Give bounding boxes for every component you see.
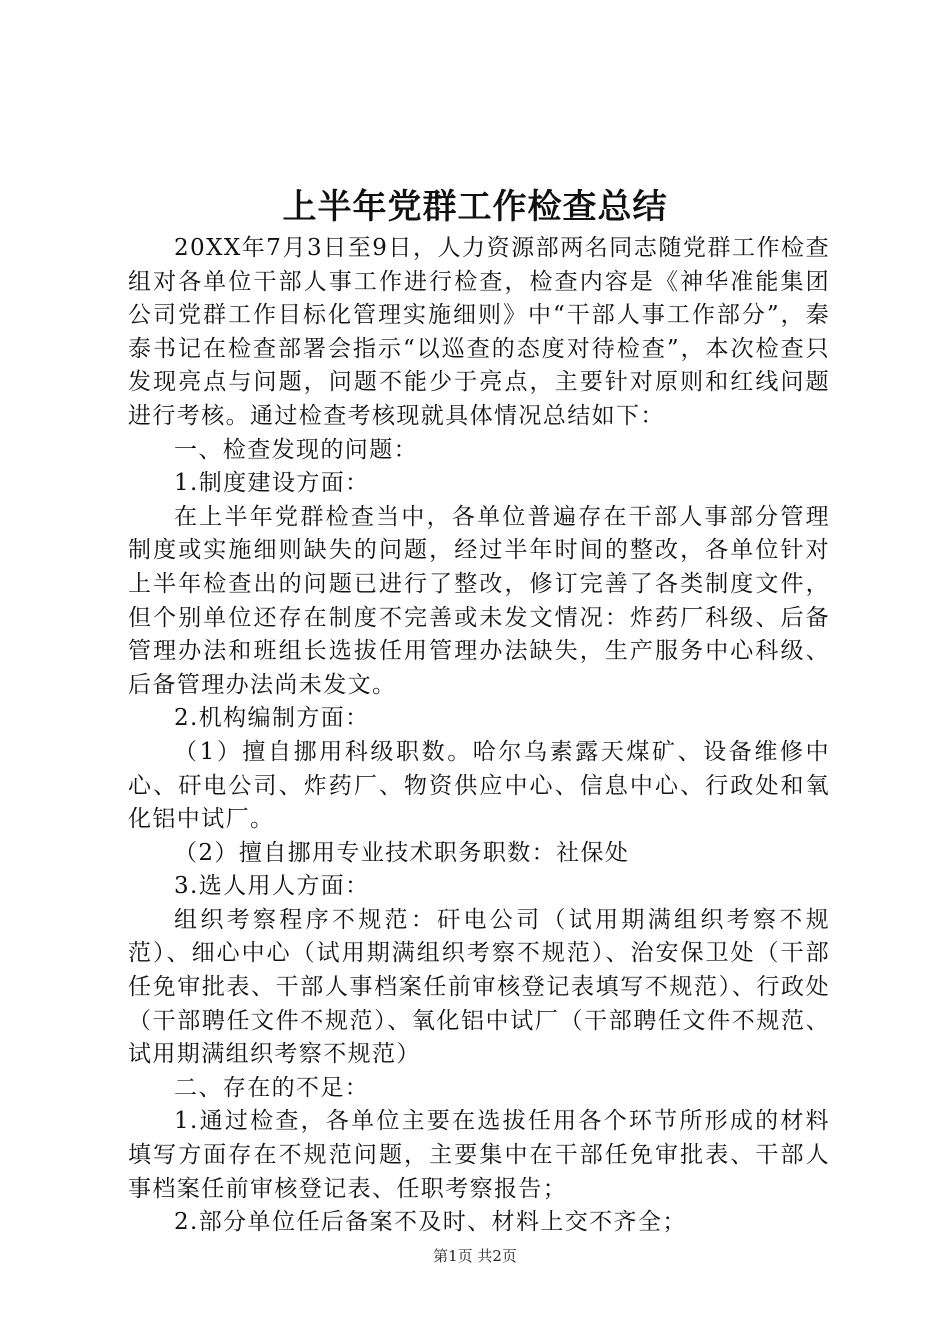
document-body xyxy=(128,232,830,1240)
paragraph-organization-2: （2）擅自挪用专业技术职务职数：社保处 xyxy=(174,839,630,866)
paragraph-shortcoming-2: 2.部分单位任后备案不及时、材料上交不齐全； xyxy=(174,1209,687,1236)
paragraph-selection: 组织考察程序不规范：矸电公司（试用期满组织考察不规范）、细心中心（试用期满组织考察不规范）、治安保卫处（干部任免审批表、干部人事档案任前审核登记表填写不规范）、行政处（干部聘任文件不规范）、氧化铝中试厂（干部聘任文件不规范、试用期满组织考察不规范） xyxy=(128,906,830,1068)
section-heading-shortcomings: 二、存在的不足： xyxy=(174,1074,370,1101)
subheading-system-building: 1.制度建设方面： xyxy=(174,470,370,497)
page-number: 第1页 共2页 xyxy=(433,1247,517,1265)
section-heading-problems: 一、检查发现的问题： xyxy=(174,436,418,463)
subheading-selection: 3.选人用人方面： xyxy=(174,873,370,900)
paragraph-organization-1: （1）擅自挪用科级职数。哈尔乌素露天煤矿、设备维修中心、矸电公司、炸药厂、物资供应中心、信息中心、行政处和氧化铝中试厂。 xyxy=(128,738,830,833)
paragraph-system-building: 在上半年党群检查当中，各单位普遍存在干部人事部分管理制度或实施细则缺失的问题，经过半年时间的整改，各单位针对上半年检查出的问题已进行了整改，修订完善了各类制度文件，但个别单位还存在制度不完善或未发文情况：炸药厂科级、后备管理办法和班组长选拔任用管理办法缺失，生产服务中心科级、后备管理办法尚未发文。 xyxy=(128,503,830,698)
paragraph-shortcoming-1: 1.通过检查，各单位主要在选拔任用各个环节所形成的材料填写方面存在不规范问题，主要集中在干部任免审批表、干部人事档案任前审核登记表、任职考察报告； xyxy=(128,1108,830,1202)
paragraph-intro: 20XX年7月3日至9日，人力资源部两名同志随党群工作检查组对各单位干部人事工作进行检查，检查内容是《神华准能集团公司党群工作目标化管理实施细则》中“干部人事工作部分”，秦泰书记在检查部署会指示“以巡查的态度对待检查”，本次检查只发现亮点与问题，问题不能少于亮点，主要针对原则和红线问题进行考核。通过检查考核现就具体情况总结如下： xyxy=(128,235,830,429)
subheading-organization: 2.机构编制方面： xyxy=(174,705,370,732)
document-title: 上半年党群工作检查总结 xyxy=(282,187,668,227)
